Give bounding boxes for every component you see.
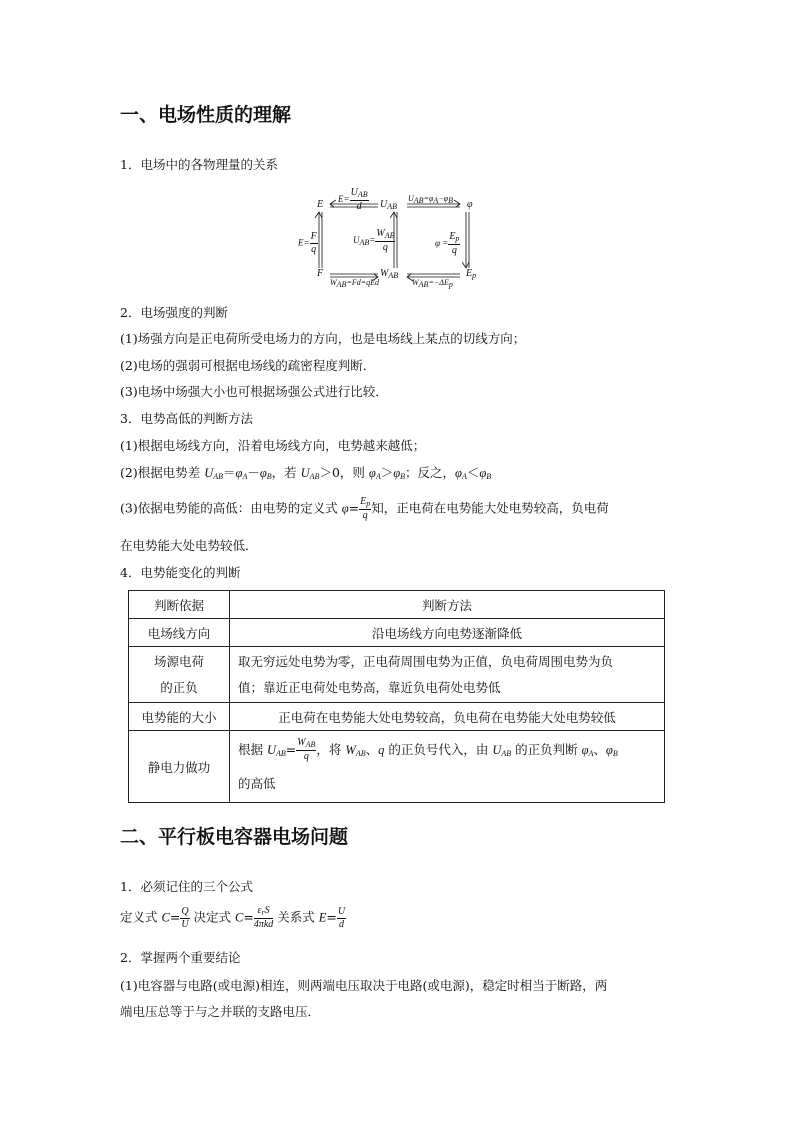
s2-item-2-1: (1)电容器与电路(或电源)相连，则两端电压取决于电路(或电源)，稳定时相当于断路，两 <box>120 978 608 993</box>
section-title-1: 一、电场性质的理解 <box>120 104 292 126</box>
diag-top-left-formula: E= $\frac{U_{AB}}{d}$ <box>338 187 368 212</box>
diag-F: F <box>317 268 324 279</box>
table-cell: 正电荷在电势能大处电势较高，负电荷在电势能大处电势较低 <box>230 703 665 731</box>
diag-phi: φ <box>467 199 473 210</box>
diag-E: E <box>317 199 324 210</box>
item-3-3-cont: 在电势能大处电势较低． <box>120 538 258 553</box>
diag-left-formula: E= $\frac{F}{q}$ <box>298 231 317 255</box>
diag-UAB: $U_{AB}$ <box>380 199 398 211</box>
diag-bottom-right-formula: $W_{AB}=-\Delta E_p$ <box>412 278 453 289</box>
item-3-heading: 3．电势高低的判断方法 <box>120 411 253 426</box>
table-row <box>129 703 665 731</box>
diag-top-right-formula: $U_{AB}=\varphi_A-\varphi_B$ <box>408 194 453 205</box>
item-4-heading: 4．电势能变化的判断 <box>120 565 241 580</box>
diag-right-formula: φ = $\frac{E_p}{q}$ <box>435 231 460 256</box>
diag-WAB: $W_{AB}$ <box>380 268 399 280</box>
item-2-2: (2)电场的强弱可根据电场线的疏密程度判断． <box>120 358 376 373</box>
item-1-heading: 1．电场中的各物理量的关系 <box>120 157 278 172</box>
table-cell: 沿电场线方向电势逐渐降低 <box>230 619 665 647</box>
s2-item-1-heading: 1．必须记住的三个公式 <box>120 879 253 894</box>
table-cell: 电场线方向 <box>129 619 230 647</box>
item-3-1: (1)根据电场线方向，沿着电场线方向，电势越来越低； <box>120 438 426 453</box>
relation-diagram <box>290 187 490 290</box>
s2-item-2-heading: 2．掌握两个重要结论 <box>120 950 241 965</box>
table-header-cell: 判断方法 <box>230 591 665 619</box>
item-3-3: (3)依据电势能的高低：由电势的定义式 φ= $\frac{E_p}{q}$ 知，正电荷在电势能大处电势较高，负电荷 <box>120 496 609 521</box>
table-cell: 取无穷远处电势为零，正电荷周围电势为正值，负电荷周围电势为负 值；靠近正电荷处电势高，靠近负电荷处电势低 <box>230 647 665 703</box>
item-2-1: (1)场强方向是正电荷所受电场力的方向，也是电场线上某点的切线方向； <box>120 331 526 346</box>
item-3-2: (2)根据电势差 $U_{AB}=\varphi_A-\varphi_B$，若 $U_{AB}>0$，则 $\varphi_A>\varphi_B$；反之，$\varphi_A<\varphi_B$ <box>120 465 492 481</box>
section-title-2: 二、平行板电容器电场问题 <box>120 826 349 848</box>
table-header-cell: 判断依据 <box>129 591 230 619</box>
table-row <box>129 647 665 703</box>
table-cell: 电势能的大小 <box>129 703 230 731</box>
table-header-row <box>129 591 665 619</box>
s2-item-2-1-cont: 端电压总等于与之并联的支路电压． <box>120 1004 321 1019</box>
table-row <box>129 619 665 647</box>
item-2-3: (3)电场中场强大小也可根据场强公式进行比较． <box>120 384 388 399</box>
capacitor-formulas: 定义式 C= $\frac{Q}{U}$ 决定式 C= $\frac{\varepsilon_rS}{\text{4πkd}}$ 关系式 E= $\frac{U}{d}$ <box>120 905 346 930</box>
table-cell: 静电力做功 <box>129 731 230 803</box>
potential-energy-table <box>128 590 665 803</box>
diag-center-formula: $U_{AB}=$ $\frac{W_{AB}}{q}$ <box>353 228 395 253</box>
table-row <box>129 731 665 803</box>
diag-bottom-left-formula: $W_{AB}=Fd=qEd$ <box>330 278 380 289</box>
diag-Ep: $E_p$ <box>466 268 477 280</box>
table-cell: 场源电荷 的正负 <box>129 647 230 703</box>
table-cell: 根据 $U_{AB}=$ $\frac{W_{AB}}{q}$ ，将 $W_{AB}$、q 的正负号代入，由 $U_{AB}$ 的正负判断 $\varphi_A$、$\varphi_B$ 的高低 <box>230 731 665 803</box>
item-2-heading: 2．电场强度的判断 <box>120 305 228 320</box>
